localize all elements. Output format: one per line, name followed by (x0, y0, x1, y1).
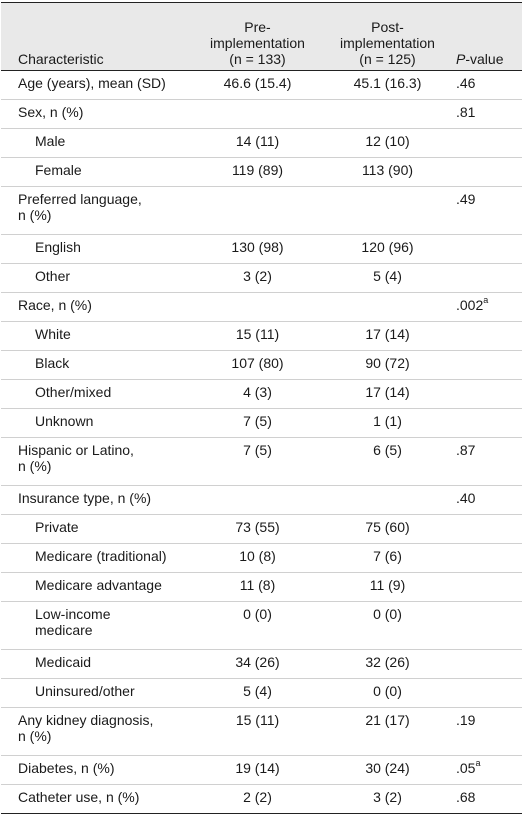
header-post-line1: Post- (371, 19, 404, 35)
row-pre-value: 14 (11) (190, 129, 325, 158)
demographics-table (1, 2, 522, 814)
row-pre-value: 34 (26) (190, 650, 325, 679)
row-pre-value: 73 (55) (190, 515, 325, 544)
row-label: Race, n (%) (1, 293, 190, 322)
row-label: Sex, n (%) (1, 100, 190, 129)
header-pre-line2: implementation (210, 35, 305, 51)
row-pre-value: 15 (11) (190, 708, 325, 756)
row-label: English (1, 235, 190, 264)
row-p-value (450, 235, 522, 264)
row-pre-value (190, 486, 325, 515)
header-pre-line1: Pre- (244, 19, 271, 35)
row-post-value (325, 486, 450, 515)
row-p-value (450, 351, 522, 380)
row-post-value: 45.1 (16.3) (325, 71, 450, 100)
row-p-value (450, 409, 522, 438)
row-label: Catheter use, n (%) (1, 785, 190, 814)
table-row (1, 264, 522, 293)
row-post-value: 0 (0) (325, 679, 450, 708)
row-label: Age (years), mean (SD) (1, 71, 190, 100)
row-post-value: 17 (14) (325, 322, 450, 351)
row-pre-value: 19 (14) (190, 756, 325, 785)
row-pre-value: 3 (2) (190, 264, 325, 293)
table-row (1, 380, 522, 409)
row-p-value: .05$^a$ (450, 756, 522, 785)
row-label: Medicaid (1, 650, 190, 679)
table-row (1, 235, 522, 264)
row-p-value: .68 (450, 785, 522, 814)
table-row (1, 71, 522, 100)
row-post-value: 5 (4) (325, 264, 450, 293)
row-post-value (325, 187, 450, 235)
row-label: Medicare (traditional) (1, 544, 190, 573)
row-p-value: .87 (450, 438, 522, 486)
row-p-value (450, 129, 522, 158)
row-post-value: 0 (0) (325, 602, 450, 650)
table-row (1, 409, 522, 438)
row-p-value (450, 515, 522, 544)
header-characteristic: Characteristic (1, 3, 190, 71)
row-pre-value: 4 (3) (190, 380, 325, 409)
header-post-line2: implementation (340, 35, 435, 51)
row-pre-value: 11 (8) (190, 573, 325, 602)
row-p-value (450, 380, 522, 409)
row-label: Other/mixed (1, 380, 190, 409)
row-post-value: 6 (5) (325, 438, 450, 486)
row-pre-value (190, 100, 325, 129)
row-label: Unknown (1, 409, 190, 438)
row-label: Private (1, 515, 190, 544)
row-pre-value: 7 (5) (190, 438, 325, 486)
row-p-value (450, 322, 522, 351)
table-row (1, 515, 522, 544)
row-label: Insurance type, n (%) (1, 486, 190, 515)
row-post-value: 11 (9) (325, 573, 450, 602)
table-row (1, 322, 522, 351)
row-pre-value (190, 293, 325, 322)
header-pre-implementation (190, 3, 325, 71)
row-post-value: 32 (26) (325, 650, 450, 679)
row-post-value: 3 (2) (325, 785, 450, 814)
row-pre-value: 130 (98) (190, 235, 325, 264)
table-header (1, 3, 522, 71)
table-row (1, 679, 522, 708)
table-row (1, 650, 522, 679)
row-label: Uninsured/other (1, 679, 190, 708)
row-pre-value: 46.6 (15.4) (190, 71, 325, 100)
row-label: Black (1, 351, 190, 380)
header-row (1, 3, 522, 71)
row-label: Medicare advantage (1, 573, 190, 602)
table-row (1, 129, 522, 158)
row-pre-value: 107 (80) (190, 351, 325, 380)
row-post-value: 1 (1) (325, 409, 450, 438)
table-row (1, 785, 522, 814)
row-label: Other (1, 264, 190, 293)
row-post-value: 120 (96) (325, 235, 450, 264)
row-p-value: .49 (450, 187, 522, 235)
row-p-value (450, 158, 522, 187)
row-p-value: .81 (450, 100, 522, 129)
row-label: Diabetes, n (%) (1, 756, 190, 785)
row-p-value (450, 264, 522, 293)
row-pre-value: 2 (2) (190, 785, 325, 814)
row-pre-value: 15 (11) (190, 322, 325, 351)
row-post-value (325, 100, 450, 129)
row-post-value: 17 (14) (325, 380, 450, 409)
row-p-value: .002$^a$ (450, 293, 522, 322)
row-p-value: .46 (450, 71, 522, 100)
table-row (1, 573, 522, 602)
row-post-value (325, 293, 450, 322)
row-pre-value: 0 (0) (190, 602, 325, 650)
table-row (1, 100, 522, 129)
row-p-value (450, 602, 522, 650)
header-pre-n: (n = 133) (229, 51, 286, 67)
table-row (1, 187, 522, 235)
table-row (1, 351, 522, 380)
table-row (1, 756, 522, 785)
row-post-value: 7 (6) (325, 544, 450, 573)
row-post-value: 21 (17) (325, 708, 450, 756)
row-label: Preferred language, n (%) (1, 187, 190, 235)
row-p-value (450, 679, 522, 708)
row-p-value (450, 650, 522, 679)
table-row (1, 158, 522, 187)
header-p-value: P-value (450, 3, 522, 71)
row-pre-value (190, 187, 325, 235)
row-p-value (450, 573, 522, 602)
row-post-value: 12 (10) (325, 129, 450, 158)
row-label: Female (1, 158, 190, 187)
table-row (1, 486, 522, 515)
table-body (1, 71, 522, 814)
table-row (1, 544, 522, 573)
table-row (1, 708, 522, 756)
row-label: Any kidney diagnosis, n (%) (1, 708, 190, 756)
row-post-value: 90 (72) (325, 351, 450, 380)
row-p-value: .19 (450, 708, 522, 756)
table-row (1, 438, 522, 486)
header-post-n: (n = 125) (359, 51, 416, 67)
row-p-value: .40 (450, 486, 522, 515)
row-post-value: 75 (60) (325, 515, 450, 544)
row-label: Male (1, 129, 190, 158)
row-pre-value: 10 (8) (190, 544, 325, 573)
row-pre-value: 5 (4) (190, 679, 325, 708)
row-post-value: 113 (90) (325, 158, 450, 187)
row-pre-value: 119 (89) (190, 158, 325, 187)
row-post-value: 30 (24) (325, 756, 450, 785)
row-p-value (450, 544, 522, 573)
row-pre-value: 7 (5) (190, 409, 325, 438)
row-label: White (1, 322, 190, 351)
row-label: Low-income medicare (1, 602, 190, 650)
table-row (1, 602, 522, 650)
row-label: Hispanic or Latino, n (%) (1, 438, 190, 486)
table-row (1, 293, 522, 322)
header-post-implementation (325, 3, 450, 71)
